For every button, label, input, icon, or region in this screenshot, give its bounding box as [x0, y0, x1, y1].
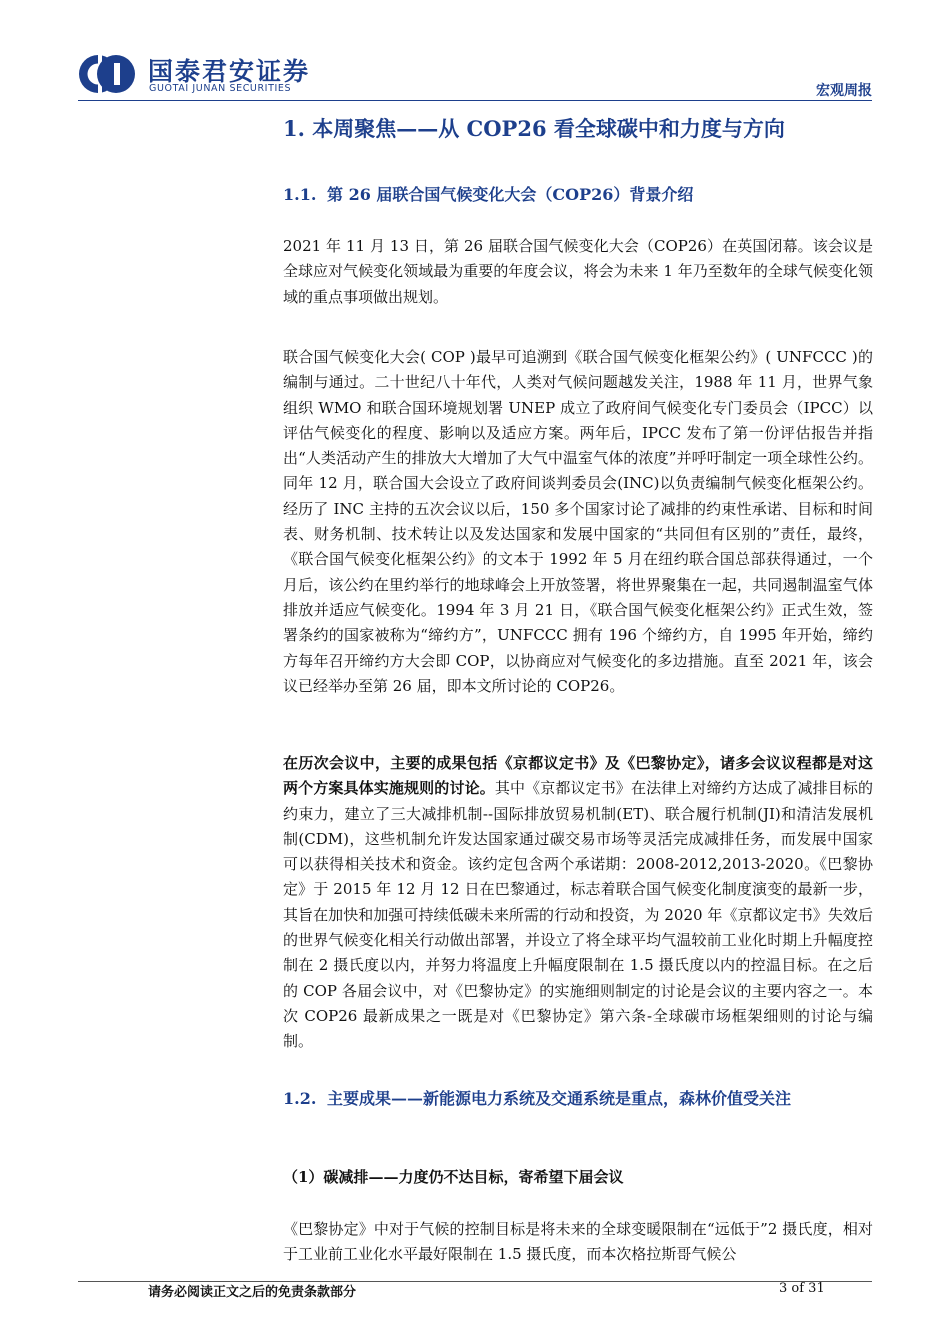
section-title: 主要成果——新能源电力系统及交通系统是重点，森林价值受关注: [327, 1089, 792, 1108]
company-name-en: GUOTAI JUNAN SECURITIES: [149, 83, 292, 94]
paragraph-lead-bold: 在历次会议中，主要的成果包括《京都议定书》及《巴黎协定》，诸多会议议程都是对这两个方案具体实施规则的讨论。: [283, 754, 873, 798]
paragraph-outcomes: [283, 751, 873, 1055]
paragraph-paris-target: 《巴黎协定》中对于气候的控制目标是将未来的全球变暖限制在“远低于”2 摄氏度，相对于工业前工业化水平最好限制在 1.5 摄氏度，而本次格拉斯哥气候公: [283, 1220, 873, 1264]
subsection-heading: （1）碳减排——力度仍不达目标，寄希望下届会议: [283, 1168, 624, 1186]
company-logo-icon: [78, 54, 136, 94]
page-number: 3 of 31: [779, 1281, 825, 1296]
section-heading-1-2: [283, 1085, 873, 1112]
section-number: 1.1.: [283, 185, 317, 204]
header-divider: [78, 100, 872, 101]
paragraph-body: 其中《京都议定书》在法律上对缔约方达成了减排目标的约束力，建立了三大减排机制--国际排放贸易机制(ET)、联合履行机制(JI)和清洁发展机制(CDM)，这些机制允许发达国家通过碳交易市场等灵活完成减排任务，而发展中国家可以获得相关技术和资金。该约定包含两个承诺期：2008-2012,2013-2020。《巴黎协定》于 2015 年 12 月 12 日在巴黎通过，标志着联合国气候变化制度演变的最新一步，其旨在加快和加强可持续低碳未来所需的行动和投资，为 2020 年《京都议定书》失效后的世界气候变化相关行动做出部署，并设立了将全球平均气温较前工业化时期上升幅度控制在 2 摄氏度以内，并努力将温度上升幅度限制在 1.5 摄氏度以内的控温目标。在之后的 COP 各届会议中，对《巴黎协定》的实施细则制定的讨论是会议的主要内容之一。本次 COP26 最新成果之一既是对《巴黎协定》第六条-全球碳市场框架细则的讨论与编制。: [283, 779, 873, 1051]
company-name-cn: 国泰君安证券: [148, 57, 311, 86]
paragraph-intro: 2021 年 11 月 13 日，第 26 届联合国气候变化大会（COP26）在英国闭幕。该会议是全球应对气候变化领域最为重要的年度会议，将会为未来 1 年乃至数年的全球气候变化领域的重点事项做出规划。: [283, 237, 873, 306]
page-title: 1. 本周聚焦——从 COP26 看全球碳中和力度与方向: [283, 116, 785, 141]
paragraph-history: 联合国气候变化大会( COP )最早可追溯到《联合国气候变化框架公约》( UNFCCC )的编制与通过。二十世纪八十年代，人类对气候问题越发关注，1988 年 11 月，世界气象组织 WMO 和联合国环境规划署 UNEP 成立了政府间气候变化专门委员会（IPCC）以评估气候变化的程度、影响以及适应方案。两年后，IPCC 发布了第一份评估报告并指出“人类活动产生的排放大大增加了大气中温室气体的浓度”并呼吁制定一项全球性公约。同年 12 月，联合国大会设立了政府间谈判委员会(INC)以负责编制气候变化框架公约。经历了 INC 主持的五次会议以后，150 多个国家讨论了减排的约束性承诺、目标和时间表、财务机制、技术转让以及发达国家和发展中国家的“共同但有区别的”责任，最终，《联合国气候变化框架公约》的文本于 1992 年 5 月在纽约联合国总部获得通过，一个月后，该公约在里约举行的地球峰会上开放签署，将世界聚集在一起，共同遏制温室气体排放并适应气候变化。1994 年 3 月 21 日，《联合国气候变化框架公约》正式生效，签署条约的国家被称为“缔约方”，UNFCCC 拥有 196 个缔约方，自 1995 年开始，缔约方每年召开缔约方大会即 COP，以协商应对气候变化的多边措施。直至 2021 年，该会议已经举办至第 26 届，即本文所讨论的 COP26。: [283, 348, 873, 695]
page-header: [78, 52, 872, 100]
section-number: 1.2.: [283, 1089, 317, 1108]
footer-disclaimer: 请务必阅读正文之后的免责条款部分: [148, 1285, 357, 1300]
section-heading-1-1: [283, 182, 693, 205]
report-type: 宏观周报: [816, 83, 872, 99]
section-title: 第 26 届联合国气候变化大会（COP26）背景介绍: [327, 185, 694, 204]
